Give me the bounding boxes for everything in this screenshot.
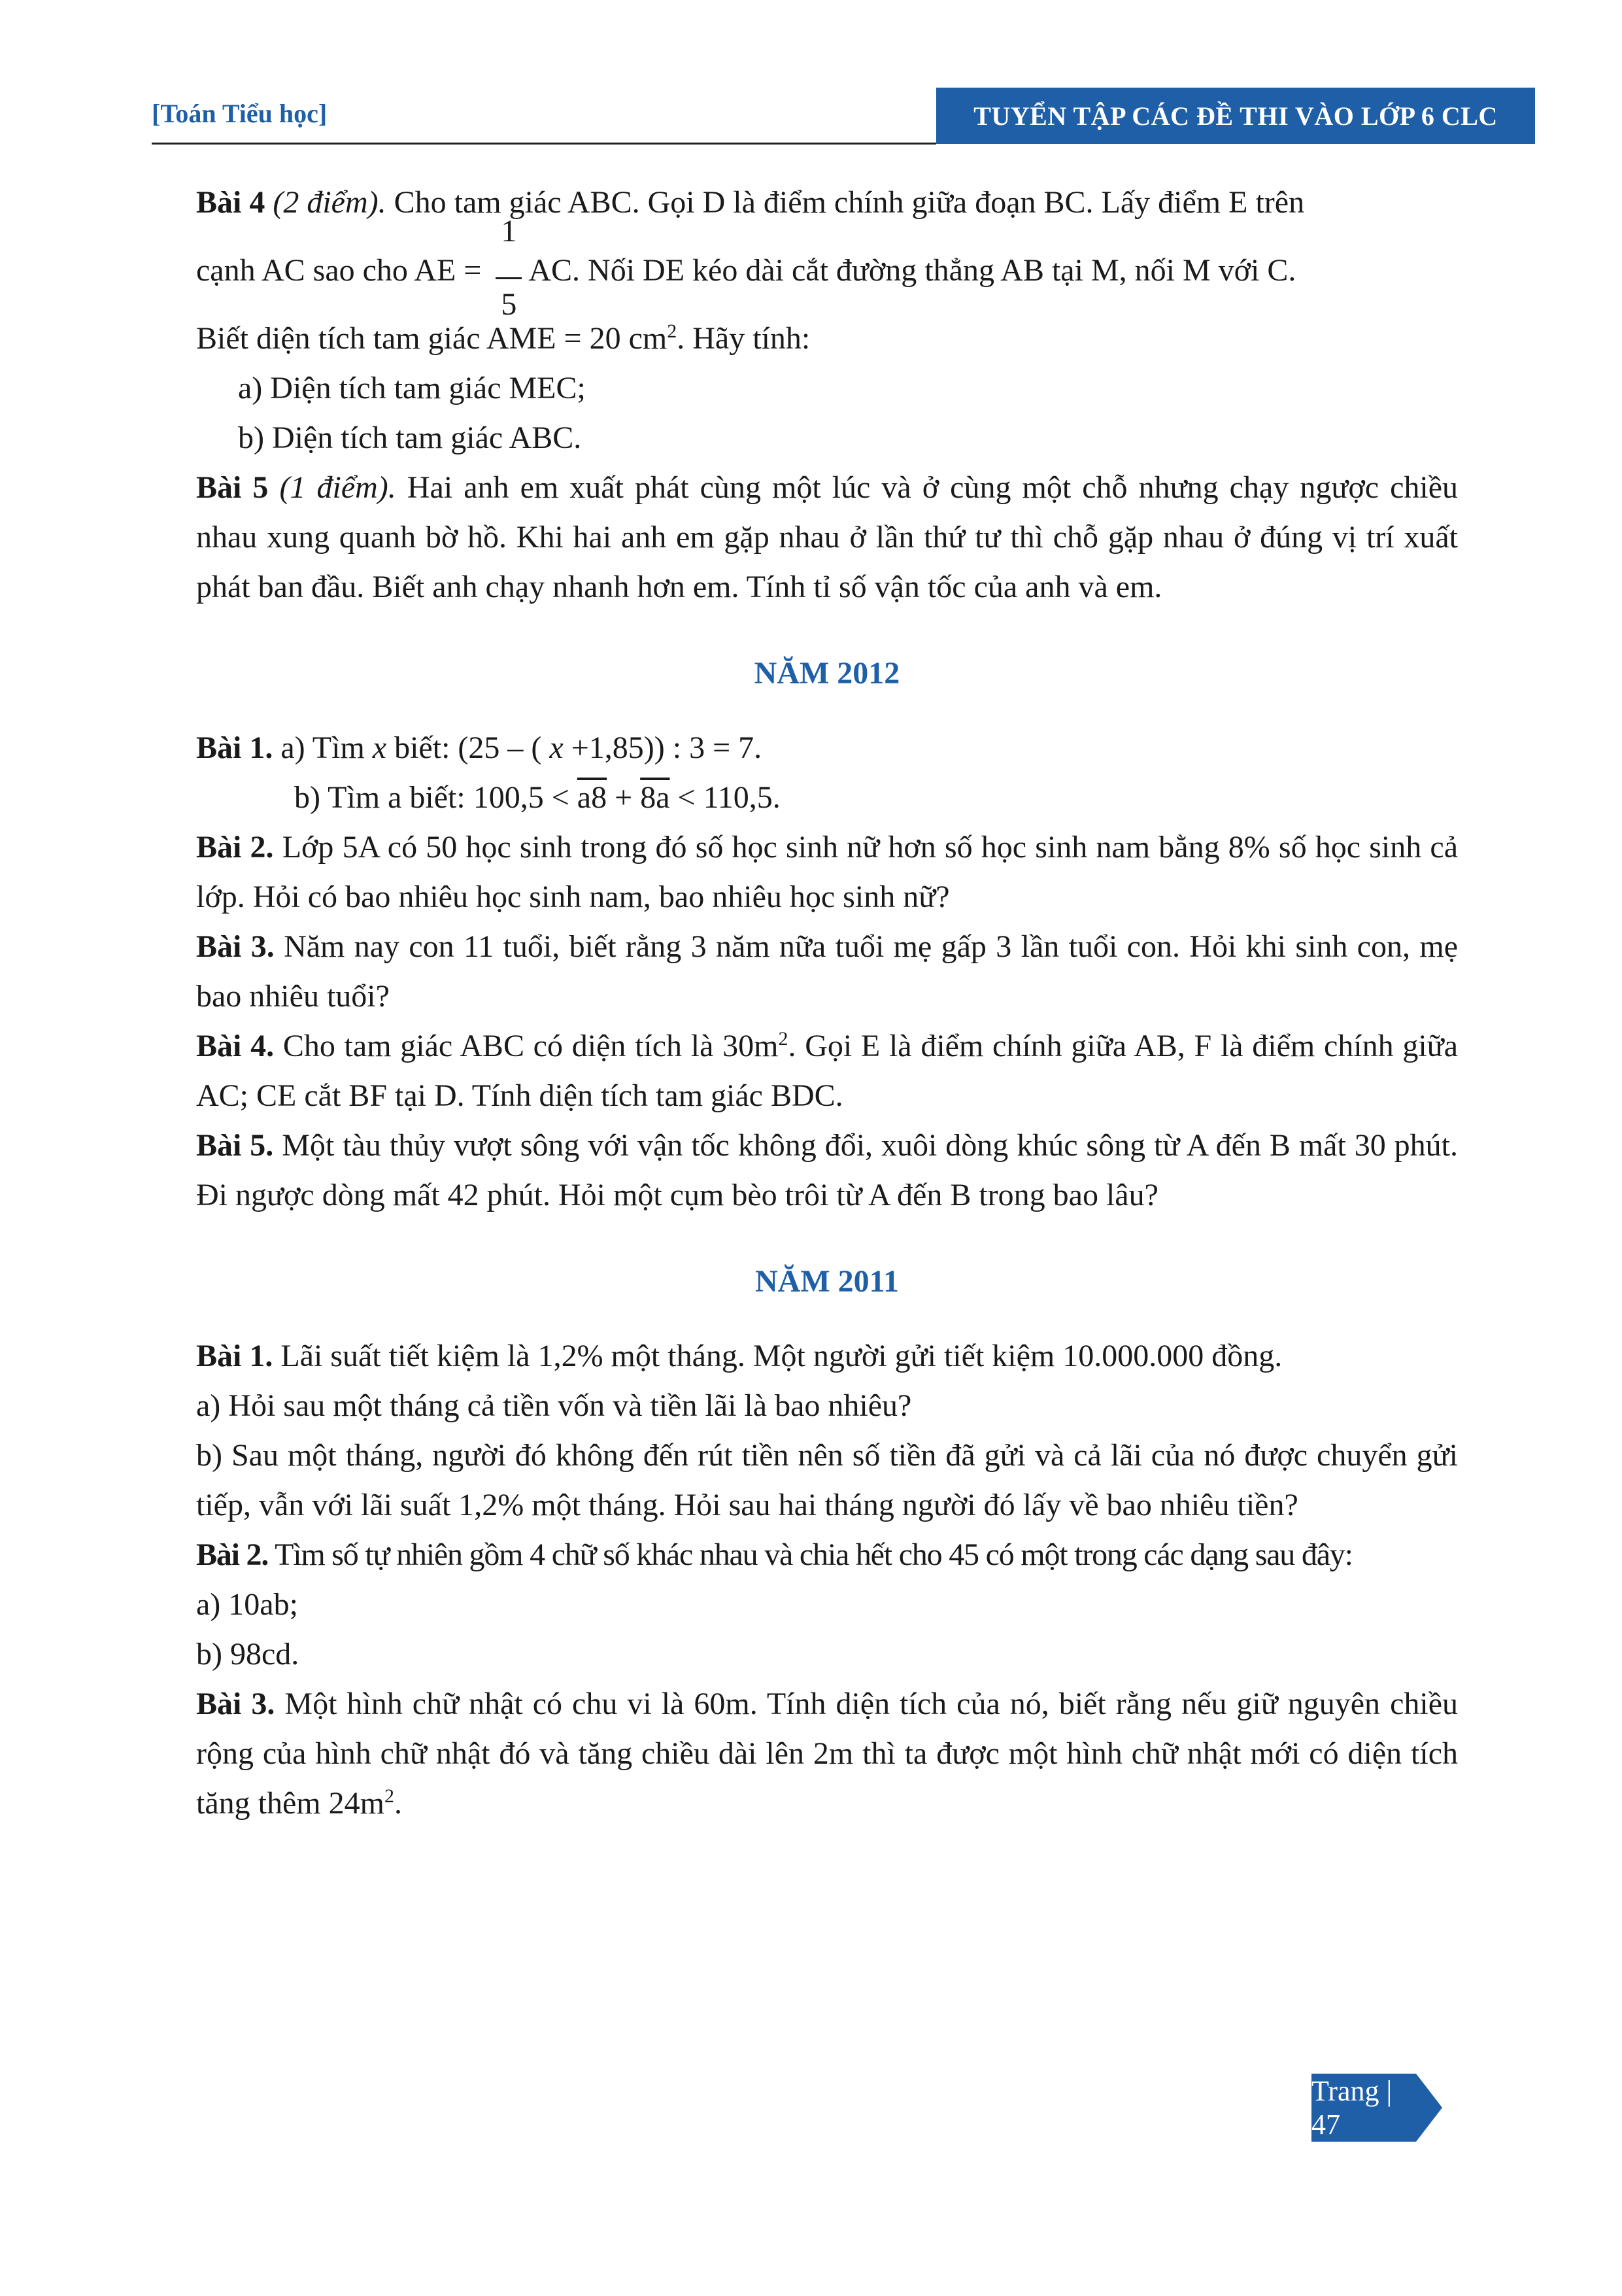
y2011-bai2b: b) 98cd.: [196, 1637, 299, 1671]
y2012-bai4-sup: 2: [778, 1028, 788, 1050]
header-right-title: TUYỂN TẬP CÁC ĐỀ THI VÀO LỚP 6 CLC: [936, 88, 1535, 144]
page-number-badge: Trang | 47: [1311, 2074, 1416, 2142]
y2011-bai3-sup: 2: [384, 1785, 394, 1807]
y2012-bai2: [196, 823, 1458, 922]
y2012-bai2-label: Bài 2.: [196, 830, 274, 865]
bai4-old-line3-pre: Biết diện tích tam giác AME = 20 cm: [196, 321, 667, 356]
bai5-old-text: Hai anh em xuất phát cùng một lúc và ở cùng một chỗ nhưng chạy ngược chiều nhau xung quanh bờ hồ. Khi hai anh em gặp nhau ở lần thứ tư thì chỗ gặp nhau ở đúng vị trí xuất phát ban đầu. Biết anh chạy nhanh hơn em. Tính tỉ số vận tốc của anh và em.: [196, 470, 1459, 604]
y2012-bai4-label: Bài 4.: [196, 1029, 275, 1063]
bai4-old-line2-post: AC. Nối DE kéo dài cắt đường thẳng AB tại M, nối M với C.: [528, 253, 1296, 288]
y2011-bai3-post: .: [394, 1786, 402, 1821]
y2012-bai3-label: Bài 3.: [196, 929, 275, 964]
fraction-numerator: 1: [501, 214, 517, 248]
y2012-bai1-label: Bài 1.: [196, 730, 273, 765]
y2011-bai1-text: Lãi suất tiết kiệm là 1,2% một tháng. Một người gửi tiết kiệm 10.000.000 đồng.: [280, 1339, 1283, 1373]
fraction-denominator: 5: [501, 287, 517, 322]
header-rule: [152, 143, 936, 145]
y2011-bai2: [196, 1530, 1458, 1580]
variable-x: x: [372, 730, 387, 765]
bai5-old-points: (1 điểm).: [279, 470, 396, 505]
y2012-bai1a-mid: biết: (25 – (: [394, 730, 542, 765]
bai4-old-line1: Cho tam giác ABC. Gọi D là điểm chính giữa đoạn BC. Lấy điểm E trên: [394, 185, 1305, 220]
bai5-old-label: Bài 5: [196, 470, 269, 505]
y2012-bai1b-pre: b) Tìm a biết: 100,5 <: [294, 780, 569, 815]
y2012-bai3: [196, 922, 1458, 1021]
overline-number-8a: 8a: [640, 780, 670, 815]
y2012-bai2-text: Lớp 5A có 50 học sinh trong đó số học sinh nữ hơn số học sinh nam bằng 8% số học sinh cả lớp. Hỏi có bao nhiêu học sinh nam, bao nhiêu học sinh nữ?: [196, 830, 1458, 914]
y2011-bai1a: a) Hỏi sau một tháng cả tiền vốn và tiền lãi là bao nhiêu?: [196, 1388, 912, 1423]
bai4-old-line3: [196, 314, 1458, 364]
y2011-bai1: [196, 1331, 1458, 1381]
y2011-bai3-pre: Một hình chữ nhật có chu vi là 60m. Tính diện tích của nó, biết rằng nếu giữ nguyên chiều rộng của hình chữ nhật đó và tăng chiều dài lên 2m thì ta được một hình chữ nhật mới có diện tích tăng thêm 24m: [196, 1687, 1459, 1821]
bai4-old-a: a) Diện tích tam giác MEC;: [238, 371, 586, 405]
section-title-2012: NĂM 2012: [754, 656, 900, 691]
section-title-2011: NĂM 2011: [755, 1264, 899, 1299]
header-left-title: [Toán Tiểu học]: [152, 99, 328, 128]
bai4-old-label: Bài 4: [196, 185, 265, 220]
bai4-old-para: [196, 178, 1458, 228]
y2012-bai1a: [196, 723, 1458, 773]
fraction-bar: [496, 277, 522, 279]
y2011-bai2-label: Bài 2.: [196, 1537, 269, 1572]
plus-sign: +: [615, 780, 633, 815]
bai4-old-line2: [196, 214, 1458, 322]
y2012-bai4-post: . Gọi E là điểm chính giữa AB, F là điểm chính giữa AC; CE cắt BF tại D. Tính diện tích tam giác BDC.: [196, 1029, 1459, 1113]
y2012-bai5-text: Một tàu thủy vượt sông với vận tốc không đổi, xuôi dòng khúc sông từ A đến B mất 30 phút. Đi ngược dòng mất 42 phút. Hỏi một cụm bèo trôi từ A đến B trong bao lâu?: [196, 1128, 1459, 1212]
y2012-bai1b: [196, 773, 1458, 823]
page-content: [196, 178, 1458, 1828]
y2011-bai2a: a) 10ab;: [196, 1587, 298, 1622]
y2012-bai1a-post: +1,85)) : 3 = 7.: [571, 730, 762, 765]
variable-x-2: x: [549, 730, 564, 765]
bai4-old-line3-sup: 2: [667, 320, 677, 342]
y2012-bai4-pre: Cho tam giác ABC có diện tích là 30m: [282, 1029, 779, 1063]
y2011-bai3-label: Bài 3.: [196, 1687, 275, 1721]
y2011-bai1b: b) Sau một tháng, người đó không đến rút tiền nên số tiền đã gửi và cả lãi của nó được chuyển gửi tiếp, vẫn với lãi suất 1,2% một tháng. Hỏi sau hai tháng người đó lấy về bao nhiêu tiền?: [196, 1438, 1458, 1522]
page-number-arrow-icon: [1416, 2074, 1442, 2142]
y2012-bai3-text: Năm nay con 11 tuổi, biết rằng 3 năm nữa tuổi mẹ gấp 3 lần tuổi con. Hỏi khi sinh con, mẹ bao nhiêu tuổi?: [196, 929, 1459, 1014]
y2012-bai1a-pre: a) Tìm: [280, 730, 365, 765]
y2012-bai5: [196, 1121, 1458, 1220]
bai4-old-line2-pre: cạnh AC sao cho AE =: [196, 253, 482, 288]
bai4-old-points: (2 điểm).: [273, 185, 386, 220]
y2011-bai3: [196, 1679, 1458, 1828]
bai5-old-para: [196, 463, 1458, 612]
y2011-bai2-text: Tìm số tự nhiên gồm 4 chữ số khác nhau và chia hết cho 45 có một trong các dạng sau đây:: [275, 1537, 1353, 1572]
y2012-bai4: [196, 1021, 1458, 1121]
y2012-bai1b-post: < 110,5.: [677, 780, 781, 815]
fraction: [489, 214, 528, 322]
y2011-bai1-label: Bài 1.: [196, 1339, 273, 1373]
bai4-old-b: b) Diện tích tam giác ABC.: [238, 420, 582, 455]
bai4-old-line3-post: . Hãy tính:: [677, 321, 811, 356]
y2012-bai5-label: Bài 5.: [196, 1128, 274, 1163]
overline-number-a8: a8: [577, 780, 607, 815]
